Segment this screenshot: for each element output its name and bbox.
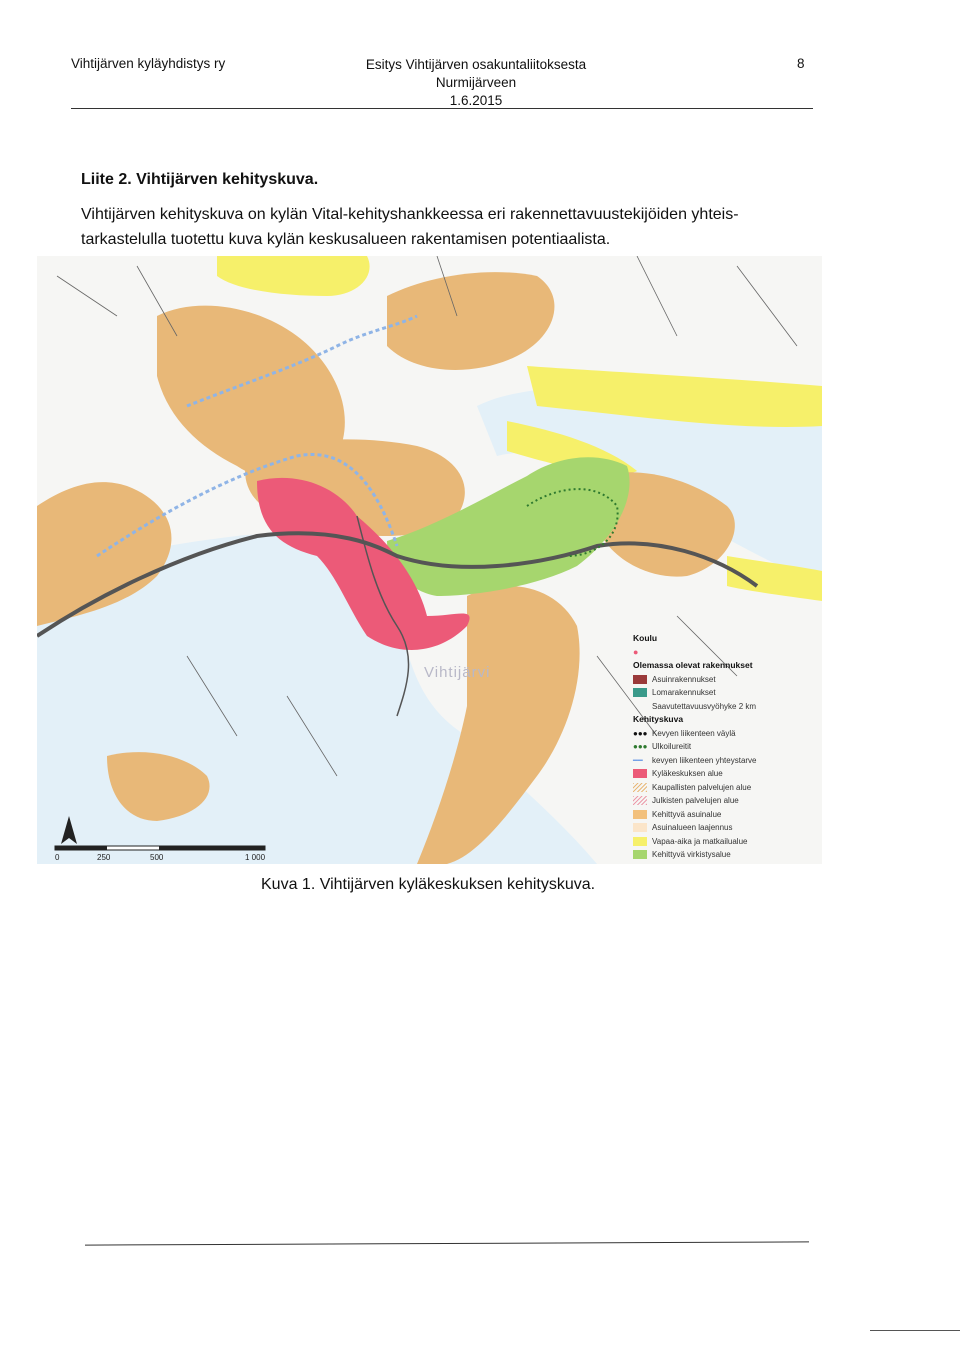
swatch-icon xyxy=(633,823,647,832)
swatch-icon xyxy=(633,850,647,859)
header-title-line1: Esitys Vihtijärven osakuntaliitoksesta Nurmijärveen xyxy=(365,57,587,90)
legend-item: Julkisten palvelujen alue xyxy=(633,794,757,808)
scale-label: 500 xyxy=(150,853,164,862)
dashed-line-icon: ━━ xyxy=(633,755,643,765)
legend-item: Kaupallisten palvelujen alue xyxy=(633,781,757,795)
footer-divider xyxy=(85,1241,809,1245)
swatch-icon xyxy=(633,688,647,697)
dotted-line-icon: ●●● xyxy=(633,742,648,751)
scale-bar xyxy=(37,816,287,864)
legend-plan-title: Kehityskuva xyxy=(633,714,684,724)
header-title xyxy=(326,56,626,110)
figure-caption: Kuva 1. Vihtijärven kyläkeskuksen kehityskuva. xyxy=(261,876,596,893)
swatch-icon xyxy=(633,675,647,684)
swatch-icon xyxy=(633,810,647,819)
legend-item: Saavutettavuusvyöhyke 2 km xyxy=(633,700,757,714)
legend-item: Kehittyvä asuinalue xyxy=(633,808,757,822)
north-arrow-icon xyxy=(61,816,77,844)
hatch-swatch-icon xyxy=(633,783,647,792)
header-divider xyxy=(71,108,813,109)
header-title-date: 1.6.2015 xyxy=(449,93,503,108)
swatch-icon xyxy=(633,769,647,778)
lake-label: Vihtijärvi xyxy=(424,664,491,681)
section-heading: Liite 2. Vihtijärven kehityskuva. xyxy=(81,171,319,188)
scale-label: 1 000 xyxy=(245,853,266,862)
legend-item: Kyläkeskuksen alue xyxy=(633,767,757,781)
development-map xyxy=(37,256,822,864)
swatch-icon xyxy=(633,702,647,711)
page-number: 8 xyxy=(797,56,805,71)
scale-label: 250 xyxy=(97,853,111,862)
map-legend xyxy=(633,632,757,862)
residential-area-north xyxy=(387,272,554,370)
header-organization: Vihtijärven kyläyhdistys ry xyxy=(71,56,226,71)
legend-school-label: Koulu xyxy=(633,633,658,643)
legend-item: Vapaa-aika ja matkailualue xyxy=(633,835,757,849)
scale-graphic xyxy=(37,816,287,864)
legend-item: Asuinrakennukset xyxy=(633,673,757,687)
hatch-swatch-icon xyxy=(633,796,647,805)
legend-item: ●●● Ulkoilureitit xyxy=(633,740,757,754)
scan-edge-line xyxy=(870,1330,960,1331)
legend-existing-title: Olemassa olevat rakennukset xyxy=(633,660,753,670)
legend-item: Kehittyvä virkistysalue xyxy=(633,848,757,862)
dotted-line-icon: ●●● xyxy=(633,728,648,738)
legend-item: ━━ kevyen liikenteen yhteystarve xyxy=(633,754,757,768)
intro-paragraph: Vihtijärven kehityskuva on kylän Vital-kehityshankkeessa eri rakennettavuustekijöiden yhteis-tarkastelulla tuotettu kuva kylän keskusalueen rakentamisen potentiaalista. xyxy=(81,206,739,248)
scale-label: 0 xyxy=(55,853,60,862)
school-marker-icon: ● xyxy=(633,646,639,657)
legend-item: ●●● Kevyen liikenteen väylä xyxy=(633,727,757,741)
swatch-icon xyxy=(633,837,647,846)
legend-item: Lomarakennukset xyxy=(633,686,757,700)
legend-item: Asuinalueen laajennus xyxy=(633,821,757,835)
leisure-area-north xyxy=(217,256,370,296)
